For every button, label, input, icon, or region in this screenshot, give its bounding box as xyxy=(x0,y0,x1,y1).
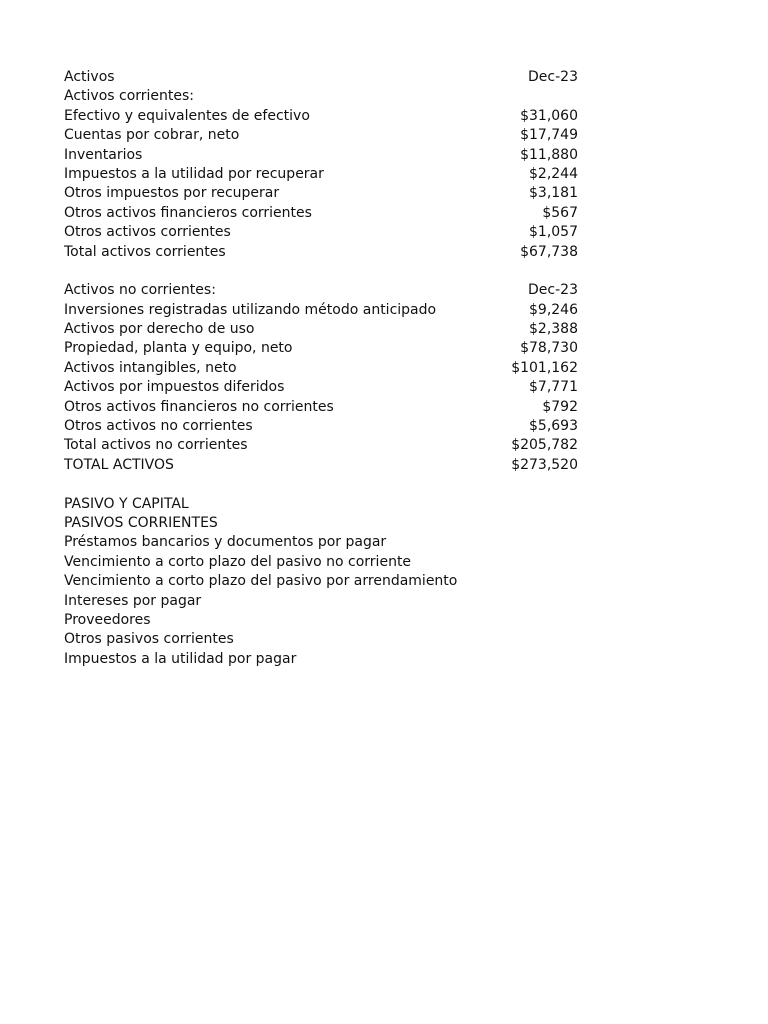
balance-sheet xyxy=(64,68,578,669)
total-assets-value: $273,520 xyxy=(511,456,578,473)
noncurrent-assets-header-row xyxy=(64,281,578,300)
noncurrent-asset-row xyxy=(64,398,578,417)
assets-header-row xyxy=(64,68,578,87)
noncurrent-asset-value: $2,388 xyxy=(529,321,578,338)
current-asset-row xyxy=(64,184,578,203)
noncurrent-asset-label: Otros activos financieros no corrientes xyxy=(64,398,334,415)
current-asset-value: $3,181 xyxy=(529,185,578,202)
current-asset-row xyxy=(64,165,578,184)
current-asset-row xyxy=(64,126,578,145)
noncurrent-asset-label: Propiedad, planta y equipo, neto xyxy=(64,340,293,357)
noncurrent-asset-value: $792 xyxy=(542,398,578,415)
current-asset-value: $1,057 xyxy=(529,224,578,241)
current-asset-row xyxy=(64,146,578,165)
noncurrent-assets-header-date: Dec-23 xyxy=(528,282,578,299)
noncurrent-assets-header-label: Activos no corrientes: xyxy=(64,282,216,299)
noncurrent-asset-value: $9,246 xyxy=(529,301,578,318)
current-asset-value: $31,060 xyxy=(520,107,578,124)
current-asset-value: $17,749 xyxy=(520,127,578,144)
liability-row xyxy=(64,572,578,591)
noncurrent-asset-value: $101,162 xyxy=(511,359,578,376)
noncurrent-asset-label: Activos intangibles, neto xyxy=(64,359,237,376)
current-asset-value: $11,880 xyxy=(520,146,578,163)
noncurrent-asset-label: Activos por impuestos diferidos xyxy=(64,379,285,396)
total-current-assets-value: $67,738 xyxy=(520,243,578,260)
current-asset-label: Impuestos a la utilidad por recuperar xyxy=(64,165,324,182)
noncurrent-asset-row xyxy=(64,301,578,320)
total-assets-label: TOTAL ACTIVOS xyxy=(64,456,174,473)
blank-row xyxy=(64,262,578,281)
total-noncurrent-assets-label: Total activos no corrientes xyxy=(64,437,248,454)
liability-row xyxy=(64,533,578,552)
total-noncurrent-assets-row xyxy=(64,436,578,455)
noncurrent-asset-label: Inversiones registradas utilizando método anticipado xyxy=(64,301,437,318)
current-assets-section-row xyxy=(64,87,578,106)
noncurrent-asset-label: Otros activos no corrientes xyxy=(64,418,253,435)
noncurrent-asset-row xyxy=(64,339,578,358)
current-asset-value: $2,244 xyxy=(529,165,578,182)
liability-label: Otros pasivos corrientes xyxy=(64,631,234,648)
liability-label: Proveedores xyxy=(64,611,151,628)
total-current-assets-label: Total activos corrientes xyxy=(64,243,226,260)
liability-label: Vencimiento a corto plazo del pasivo por arrendamiento xyxy=(64,573,458,590)
noncurrent-asset-label: Activos por derecho de uso xyxy=(64,321,255,338)
liability-row xyxy=(64,611,578,630)
liability-label: Préstamos bancarios y documentos por pagar xyxy=(64,534,387,551)
current-assets-section-label: Activos corrientes: xyxy=(64,88,195,105)
current-asset-row xyxy=(64,223,578,242)
current-liabilities-header-row xyxy=(64,514,578,533)
blank-row xyxy=(64,475,578,494)
liability-row xyxy=(64,592,578,611)
current-asset-row xyxy=(64,107,578,126)
liability-label: Intereses por pagar xyxy=(64,592,202,609)
current-asset-value: $567 xyxy=(542,204,578,221)
assets-header-date: Dec-23 xyxy=(528,69,578,85)
liability-label: Vencimiento a corto plazo del pasivo no corriente xyxy=(64,553,412,570)
noncurrent-asset-value: $7,771 xyxy=(529,379,578,396)
noncurrent-asset-row xyxy=(64,320,578,339)
liabilities-title: PASIVO Y CAPITAL xyxy=(64,495,189,512)
current-asset-label: Otros impuestos por recuperar xyxy=(64,185,280,202)
current-asset-label: Inventarios xyxy=(64,146,143,163)
noncurrent-asset-value: $5,693 xyxy=(529,418,578,435)
total-current-assets-row xyxy=(64,243,578,262)
current-asset-label: Otros activos corrientes xyxy=(64,224,231,241)
liability-row xyxy=(64,630,578,649)
noncurrent-asset-row xyxy=(64,359,578,378)
current-liabilities-header: PASIVOS CORRIENTES xyxy=(64,514,218,531)
noncurrent-asset-row xyxy=(64,378,578,397)
noncurrent-asset-row xyxy=(64,417,578,436)
liability-row xyxy=(64,553,578,572)
total-noncurrent-assets-value: $205,782 xyxy=(511,437,578,454)
liabilities-title-row xyxy=(64,495,578,514)
liability-row xyxy=(64,650,578,669)
current-asset-label: Cuentas por cobrar, neto xyxy=(64,127,240,144)
current-asset-row xyxy=(64,204,578,223)
noncurrent-asset-value: $78,730 xyxy=(520,340,578,357)
assets-header-label: Activos xyxy=(64,69,115,85)
total-assets-row xyxy=(64,456,578,475)
current-asset-label: Otros activos financieros corrientes xyxy=(64,204,312,221)
current-asset-label: Efectivo y equivalentes de efectivo xyxy=(64,107,310,124)
liability-label: Impuestos a la utilidad por pagar xyxy=(64,650,297,667)
